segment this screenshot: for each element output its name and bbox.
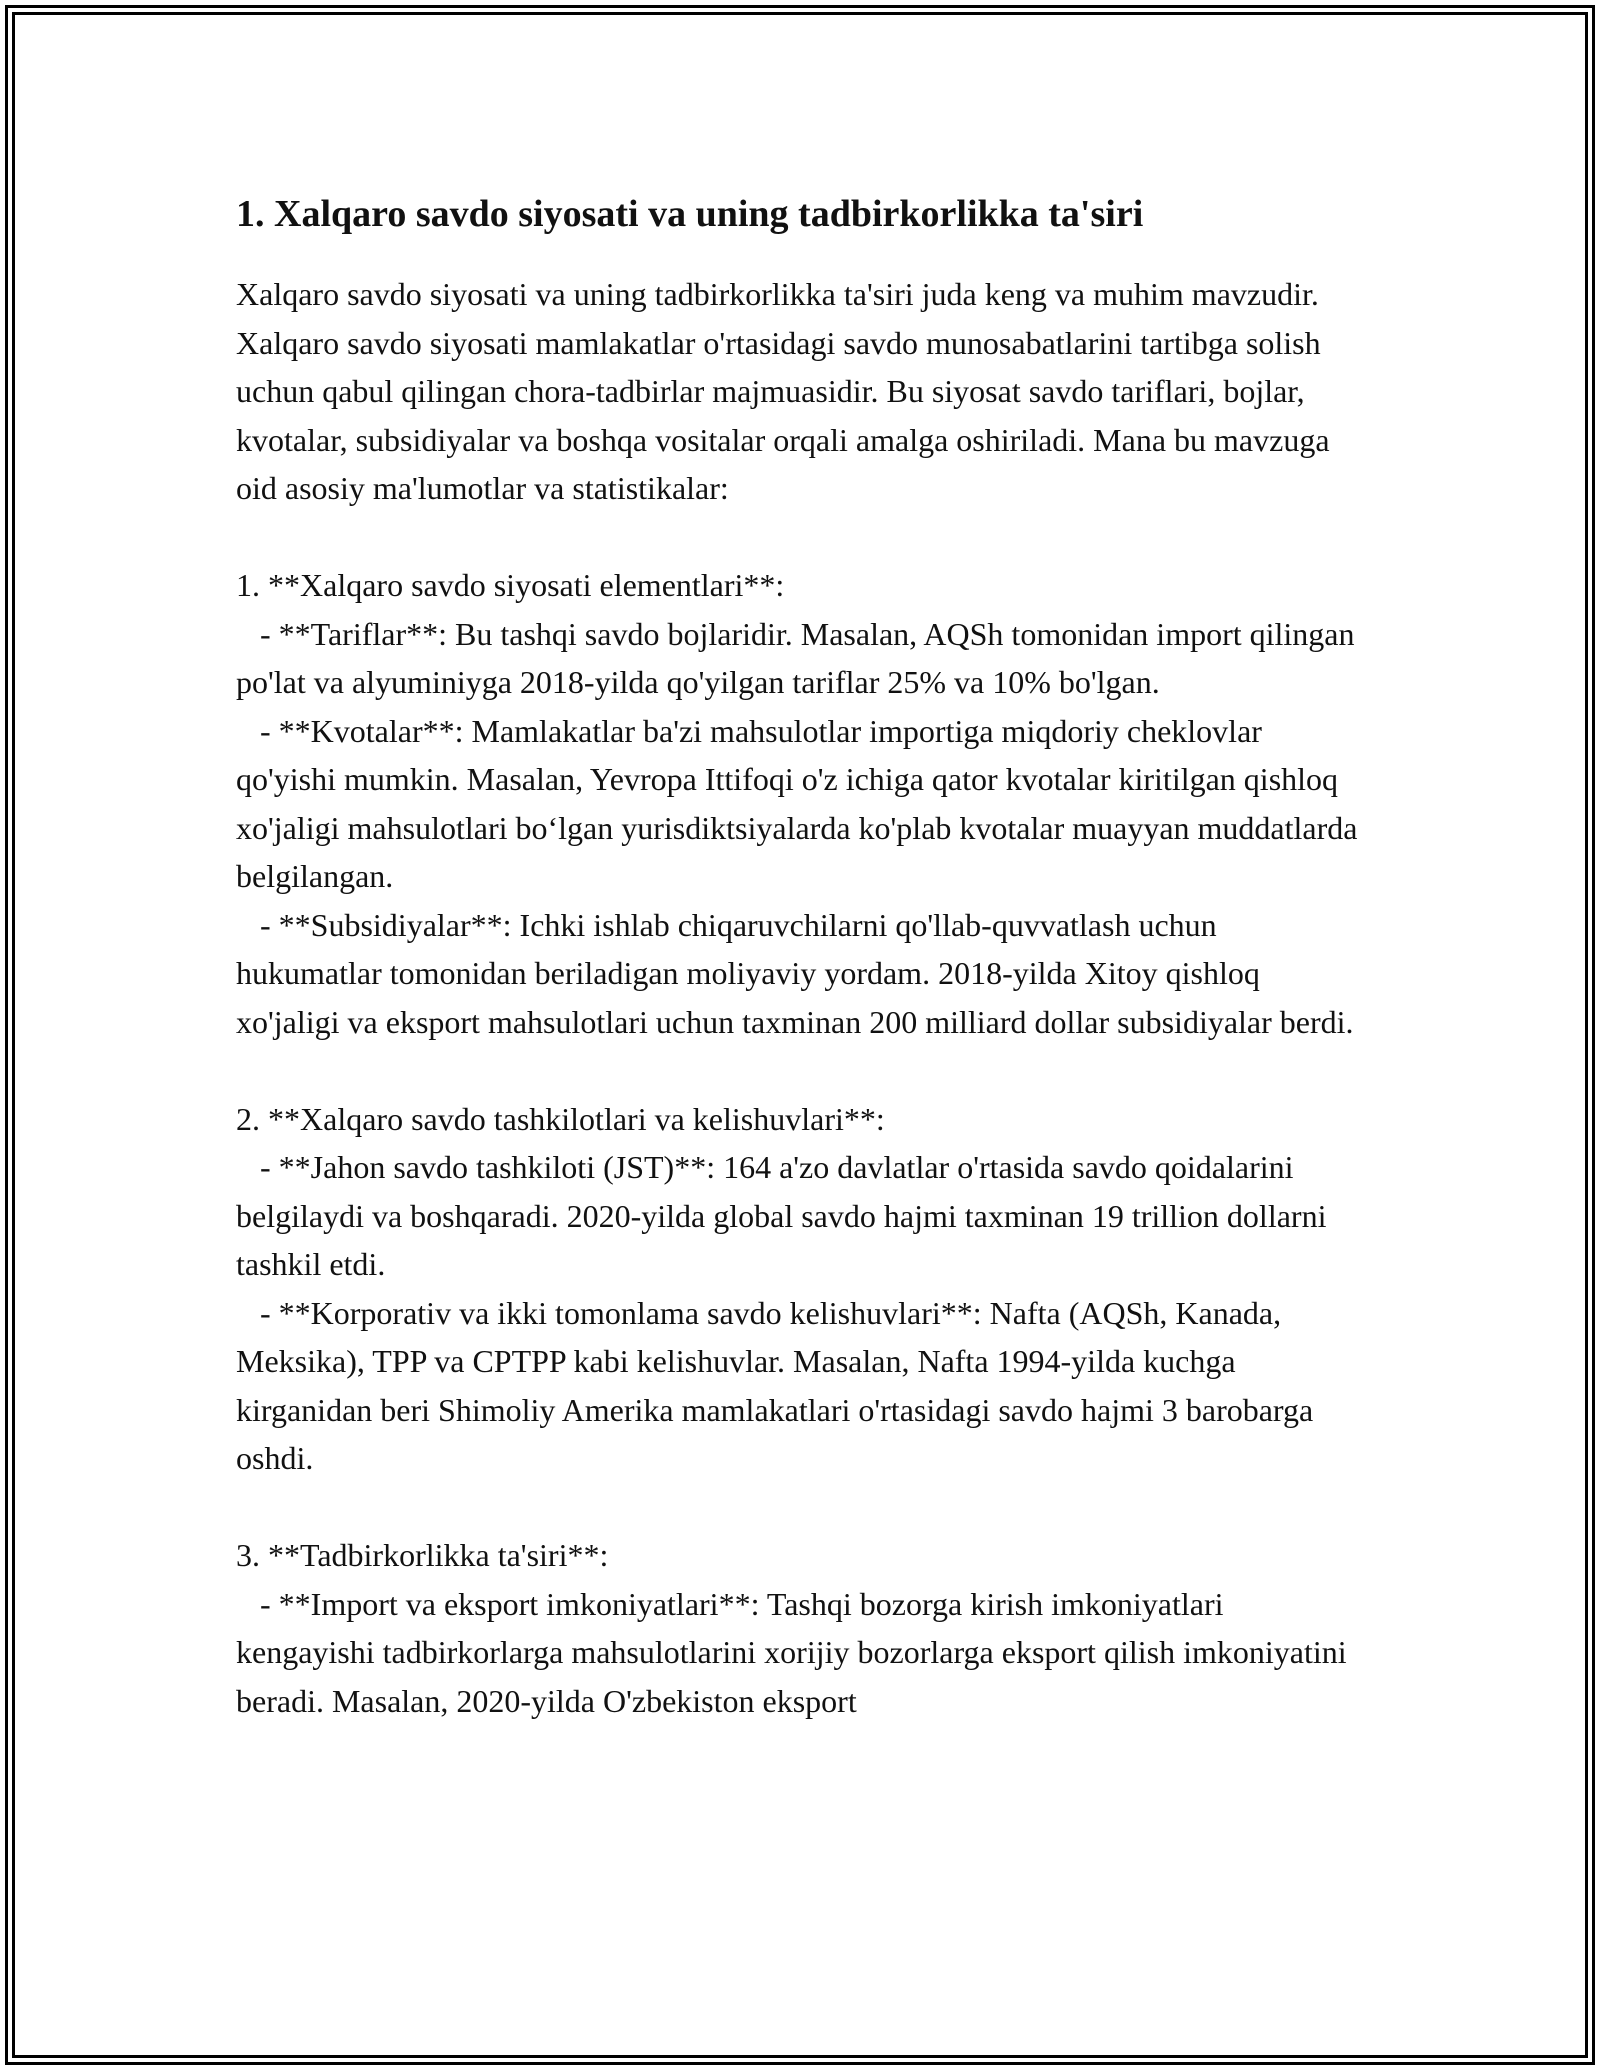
- list-item-subsidiyalar: - **Subsidiyalar**: Ichki ishlab chiqaruvchilarni qo'llab-quvvatlash uchun hukumatlar tomonidan beriladigan moliyaviy yordam. 2018-yilda Xitoy qishloq xo'jaligi va eksport mahsulotlari uchun taxminan 200 milliard dollar subsidiyalar berdi.: [236, 906, 1354, 1040]
- section-title: 3. **Tadbirkorlikka ta'siri**:: [236, 1537, 609, 1573]
- list-item-kvotalar: - **Kvotalar**: Mamlakatlar ba'zi mahsulotlar importiga miqdoriy cheklovlar qo'yishi mumkin. Masalan, Yevropa Ittifoqi o'z ichiga qator kvotalar kiritilgan qishloq xo'jaligi mahsulotlari bo‘lgan yurisdiktsiyalarda ko'plab kvotalar muayyan muddatlarda belgilangan.: [236, 712, 1366, 894]
- section-3: [236, 1531, 1366, 1725]
- section-title: 2. **Xalqaro savdo tashkilotlari va kelishuvlari**:: [236, 1100, 885, 1137]
- list-item-jst: - **Jahon savdo tashkiloti (JST)**: 164 a'zo davlatlar o'rtasida savdo qoidalarini belgilaydi va boshqaradi. 2020-yilda global savdo hajmi taxminan 19 trillion dollarni tashkil etdi.: [236, 1149, 1335, 1282]
- list-item-tariflar: - **Tariflar**: Bu tashqi savdo bojlaridir. Masalan, AQSh tomonidan import qilingan po'lat va alyuminiyga 2018-yilda qo'yilgan tariflar 25% va 10% bo'lgan.: [236, 615, 1363, 700]
- list-item-import-eksport: - **Import va eksport imkoniyatlari**: Tashqi bozorga kirish imkoniyatlari kengayishi tadbirkorlarga mahsulotlarini xorijiy bozorlarga eksport qilish imkoniyatini beradi. Masalan, 2020-yilda O'zbekiston eksport: [236, 1585, 1355, 1719]
- spacer: [236, 1483, 1366, 1532]
- spacer: [236, 1046, 1366, 1095]
- document-heading: 1. Xalqaro savdo siyosati va uning tadbirkorlikka ta'siri: [236, 193, 1144, 235]
- document-body: [236, 186, 1366, 1725]
- section-title: 1. **Xalqaro savdo siyosati elementlari**:: [236, 567, 785, 603]
- spacer: [236, 513, 1366, 562]
- list-item-kelishuvlar: - **Korporativ va ikki tomonlama savdo kelishuvlari**: Nafta (AQSh, Kanada, Meksika), TPP va CPTPP kabi kelishuvlar. Masalan, Nafta 1994-yilda kuchga kirganidan beri Shimoliy Amerika mamlakatlari o'rtasidagi savdo hajmi 3 barobarga oshdi.: [236, 1294, 1322, 1476]
- section-2: [236, 1095, 1366, 1483]
- intro-paragraph: Xalqaro savdo siyosati va uning tadbirkorlikka ta'siri juda keng va muhim mavzudir. Xalqaro savdo siyosati mamlakatlar o'rtasidagi savdo munosabatlarini tartibga solish uchun qabul qilingan chora-tadbirlar majmuasidir. Bu siyosat savdo tariflari, bojlar, kvotalar, subsidiyalar va boshqa vositalar orqali amalga oshiriladi. Mana bu mavzuga oid asosiy ma'lumotlar va statistikalar:: [236, 276, 1330, 506]
- section-1: [236, 561, 1366, 1046]
